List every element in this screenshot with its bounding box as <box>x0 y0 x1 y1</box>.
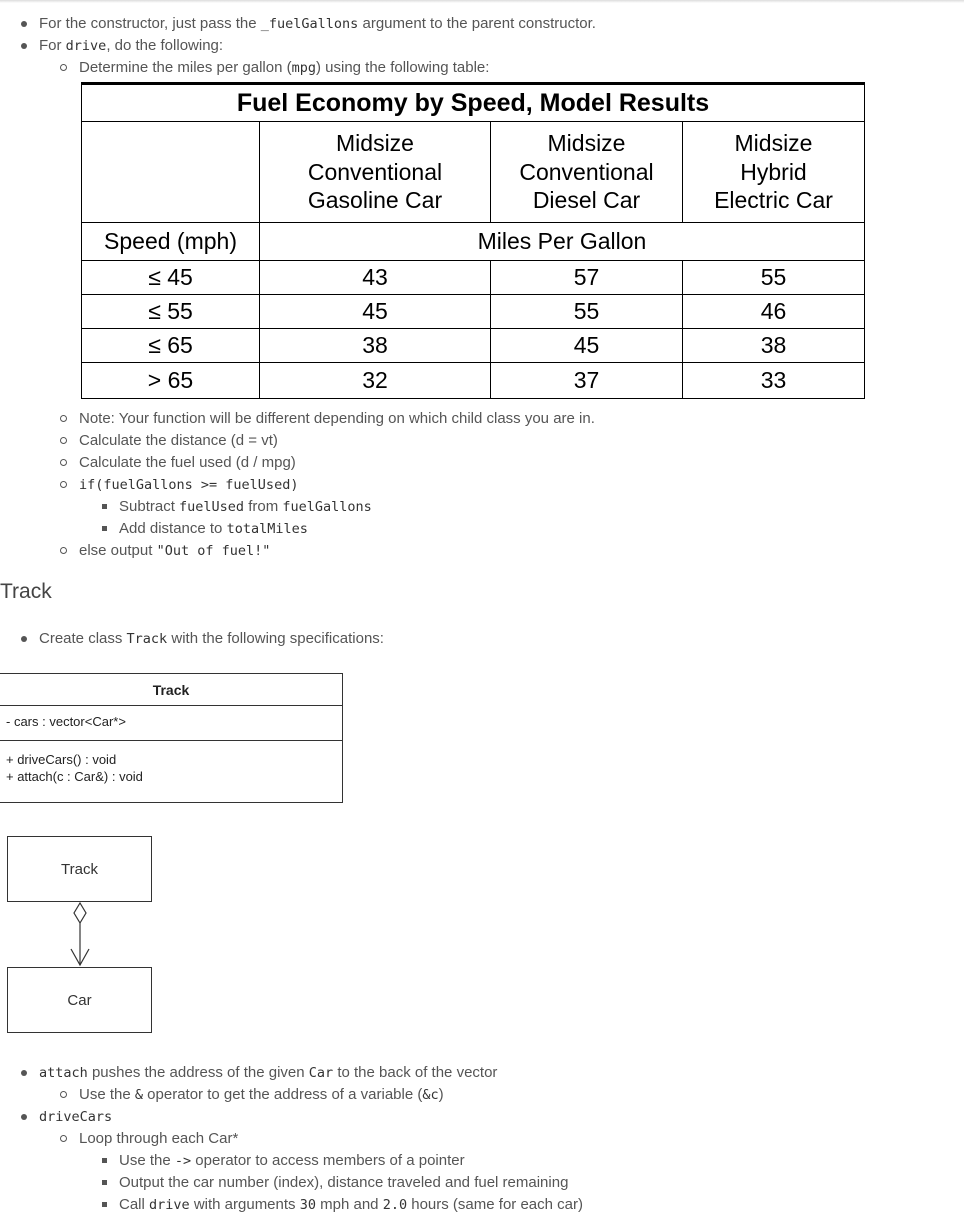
attach-description: attach pushes the address of the given Car to the back of the vector <box>39 1064 498 1081</box>
bullet-square <box>102 1158 107 1163</box>
constructor-instruction <box>39 14 596 34</box>
bullet-circle <box>60 1135 67 1142</box>
text: For the constructor, just pass the <box>39 15 261 32</box>
aggregation-diamond <box>74 903 86 923</box>
add-step: Add distance to totalMiles <box>119 520 308 537</box>
diagram-track-box: Track <box>7 836 152 902</box>
bullet-dot <box>21 636 27 642</box>
table-title: Fuel Economy by Speed, Model Results <box>82 84 865 122</box>
text: ) using the following table: <box>315 59 490 76</box>
bullet-circle <box>60 415 67 422</box>
bullet-square <box>102 1180 107 1185</box>
bullet-dot <box>21 1114 27 1120</box>
arrow-operator-step: Use the -> operator to access members of a pointer <box>119 1152 465 1169</box>
bullet-dot <box>21 21 27 27</box>
mpg-cell: 55 <box>491 295 683 329</box>
column-header-diesel: Midsize Conventional Diesel Car <box>491 122 683 223</box>
mpg-cell: 38 <box>260 329 491 363</box>
column-header-gasoline: Midsize Conventional Gasoline Car <box>260 122 491 223</box>
mpg-cell: 37 <box>491 363 683 399</box>
mpg-cell: 43 <box>260 261 491 295</box>
code-drive: drive <box>65 38 107 54</box>
bullet-circle <box>60 547 67 554</box>
mpg-header: Miles Per Gallon <box>260 223 865 261</box>
speed-cell: > 65 <box>82 363 260 399</box>
mpg-cell: 38 <box>683 329 865 363</box>
section-heading-track: Track <box>0 580 52 603</box>
mpg-cell: 55 <box>683 261 865 295</box>
diagram-car-box: Car <box>7 967 152 1033</box>
mpg-cell: 46 <box>683 295 865 329</box>
top-shadow <box>0 0 964 3</box>
address-operator-note: Use the & operator to get the address of a variable (&c) <box>79 1086 444 1103</box>
mpg-cell: 33 <box>683 363 865 399</box>
column-header-hybrid: Midsize Hybrid Electric Car <box>683 122 865 223</box>
speed-header: Speed (mph) <box>82 223 260 261</box>
bullet-dot <box>21 1070 27 1076</box>
if-condition-code: if(fuelGallons >= fuelUsed) <box>79 477 299 493</box>
code-fuelgallons: _fuelGallons <box>260 16 359 32</box>
call-drive-step: Call drive with arguments 30 mph and 2.0 hours (same for each car) <box>119 1196 583 1213</box>
bullet-square <box>102 504 107 509</box>
subtract-step: Subtract fuelUsed from fuelGallons <box>119 498 372 515</box>
uml-class-name: Track <box>0 674 342 706</box>
uml-operation: + attach(c : Car&) : void <box>6 769 143 784</box>
uml-attribute: - cars : vector<Car*> <box>0 706 342 741</box>
uml-operation: + driveCars() : void <box>6 752 117 767</box>
bullet-circle <box>60 459 67 466</box>
uml-class-box <box>0 673 343 803</box>
uml-operations <box>0 741 342 785</box>
output-step: Output the car number (index), distance traveled and fuel remaining <box>119 1174 569 1191</box>
bullet-square <box>102 1202 107 1207</box>
fuel-used-step: Calculate the fuel used (d / mpg) <box>79 454 296 471</box>
mpg-cell: 45 <box>260 295 491 329</box>
loop-step: Loop through each Car* <box>79 1130 239 1147</box>
bullet-circle <box>60 64 67 71</box>
drive-instruction <box>39 36 223 56</box>
aggregation-arrow <box>60 901 100 969</box>
else-step: else output "Out of fuel!" <box>79 542 271 559</box>
mpg-cell: 57 <box>491 261 683 295</box>
drivecars-heading: driveCars <box>39 1109 113 1125</box>
text: Determine the miles per gallon ( <box>79 59 292 76</box>
speed-cell: ≤ 65 <box>82 329 260 363</box>
mpg-instruction <box>79 58 489 78</box>
bullet-circle <box>60 481 67 488</box>
bullet-circle <box>60 1091 67 1098</box>
text: argument to the parent constructor. <box>358 15 596 32</box>
mpg-cell: 32 <box>260 363 491 399</box>
fuel-economy-table <box>81 82 865 399</box>
speed-cell: ≤ 55 <box>82 295 260 329</box>
mpg-cell: 45 <box>491 329 683 363</box>
text: , do the following: <box>106 37 224 54</box>
speed-cell: ≤ 45 <box>82 261 260 295</box>
code-mpg: mpg <box>291 60 316 76</box>
distance-step: Calculate the distance (d = vt) <box>79 432 278 449</box>
bullet-circle <box>60 437 67 444</box>
text: For <box>39 37 66 54</box>
bullet-square <box>102 526 107 531</box>
note-text: Note: Your function will be different depending on which child class you are in. <box>79 410 595 427</box>
create-class-instruction: Create class Track with the following specifications: <box>39 630 384 647</box>
bullet-dot <box>21 43 27 49</box>
empty-header-cell <box>82 122 260 223</box>
